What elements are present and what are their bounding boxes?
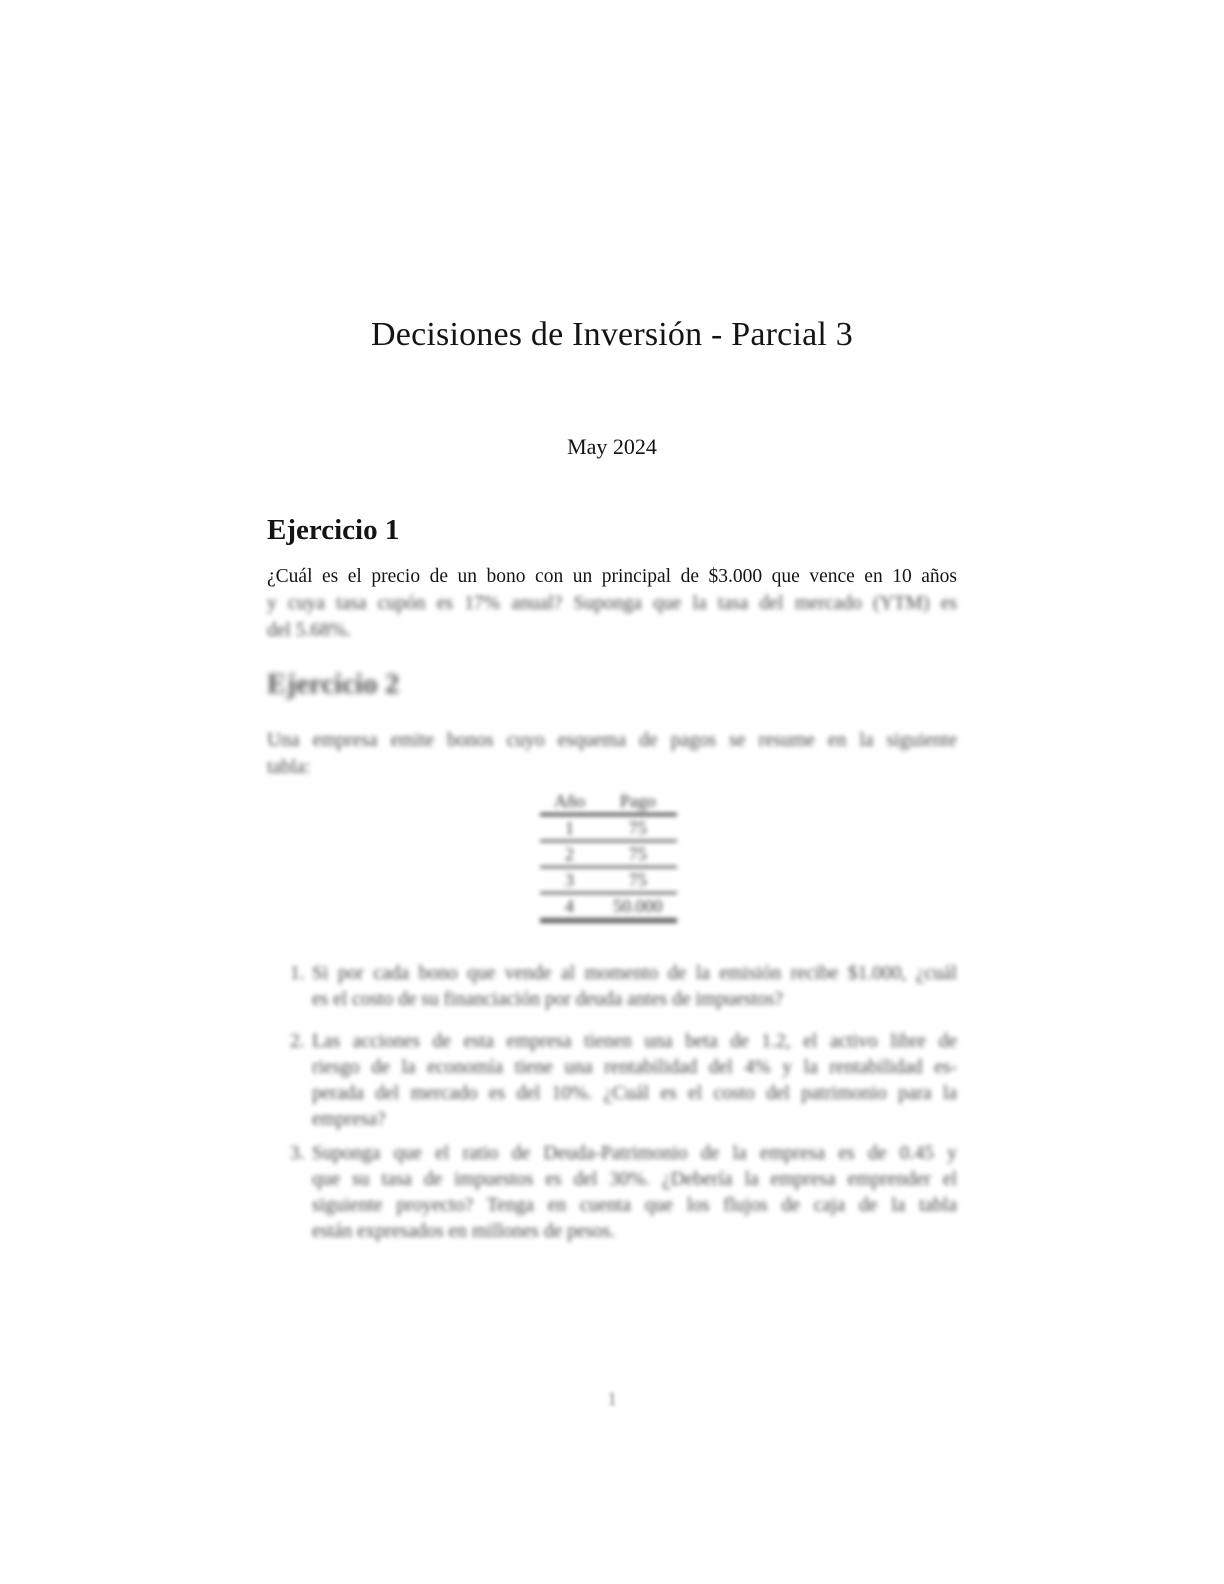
table-row	[540, 841, 677, 867]
payment-table-header-payment: Pago	[599, 789, 677, 815]
list-item-3-line-3: siguiente proyecto? Tenga en cuenta que los flujos de caja de la tabla	[312, 1195, 957, 1216]
list-item-1	[290, 961, 957, 1013]
list-item-2-line-4: empresa?	[312, 1109, 386, 1130]
table-row	[540, 893, 677, 921]
ejercicio2-intro-line-2-redacted: tabla:	[267, 757, 311, 778]
list-item-3-line-2: que su tasa de impuestos es del 30%. ¿Debería la empresa emprender el	[312, 1169, 957, 1190]
list-item-3-line-4: están expresados en millones de pesos.	[312, 1221, 616, 1242]
list-item-3-number: 3.	[290, 1143, 305, 1164]
document-title: Decisiones de Inversión - Parcial 3	[371, 316, 853, 353]
list-item-2-line-3: perada del mercado es del 10%. ¿Cuál es el costo del patrimonio para la	[312, 1083, 957, 1104]
table-cell-payment: 75	[599, 815, 677, 842]
section-heading-ejercicio-2: Ejercicio 2	[267, 668, 400, 700]
table-cell-year: 2	[540, 841, 599, 867]
ejercicio1-line-3-redacted: del 5.68%.	[267, 620, 351, 641]
list-item-2-line-2: riesgo de la economía tiene una rentabilidad del 4% y la rentabilidad es-	[312, 1057, 957, 1078]
table-row	[540, 867, 677, 893]
payment-table-header-year: Año	[540, 789, 599, 815]
table-cell-year: 3	[540, 867, 599, 893]
list-item-1-line-1: Si por cada bono que vende al momento de la emisión recibe $1.000, ¿cuál	[312, 963, 957, 984]
table-cell-year: 4	[540, 893, 599, 921]
table-cell-payment: 75	[599, 867, 677, 893]
section-heading-ejercicio-1: Ejercicio 1	[267, 514, 400, 546]
payment-table	[540, 789, 677, 923]
list-item-2	[290, 1029, 957, 1133]
list-item-2-line-1: Las acciones de esta empresa tienen una beta de 1.2, el activo libre de	[312, 1031, 957, 1052]
document-date: May 2024	[567, 434, 657, 459]
table-row	[540, 815, 677, 842]
table-cell-payment: 50.000	[599, 893, 677, 921]
payment-table-container	[540, 789, 677, 923]
list-item-3-line-1: Suponga que el ratio de Deuda-Patrimonio de la empresa es de 0.45 y	[312, 1143, 957, 1164]
list-item-2-number: 2.	[290, 1031, 305, 1052]
table-cell-payment: 75	[599, 841, 677, 867]
payment-table-header-row	[540, 789, 677, 815]
table-cell-year: 1	[540, 815, 599, 842]
page-number: 1	[607, 1389, 617, 1410]
list-item-1-line-2: es el costo de su financiación por deuda antes de impuestos?	[312, 989, 784, 1010]
ejercicio2-intro-line-1-redacted: Una empresa emite bonos cuyo esquema de pagos se resume en la siguiente	[267, 730, 957, 751]
ejercicio1-line-1: ¿Cuál es el precio de un bono con un principal de $3.000 que vence en 10 años	[267, 566, 957, 587]
list-item-1-number: 1.	[290, 963, 305, 984]
ejercicio1-line-2-redacted: y cuya tasa cupón es 17% anual? Suponga que la tasa del mercado (YTM) es	[267, 593, 957, 614]
list-item-3	[290, 1141, 957, 1245]
